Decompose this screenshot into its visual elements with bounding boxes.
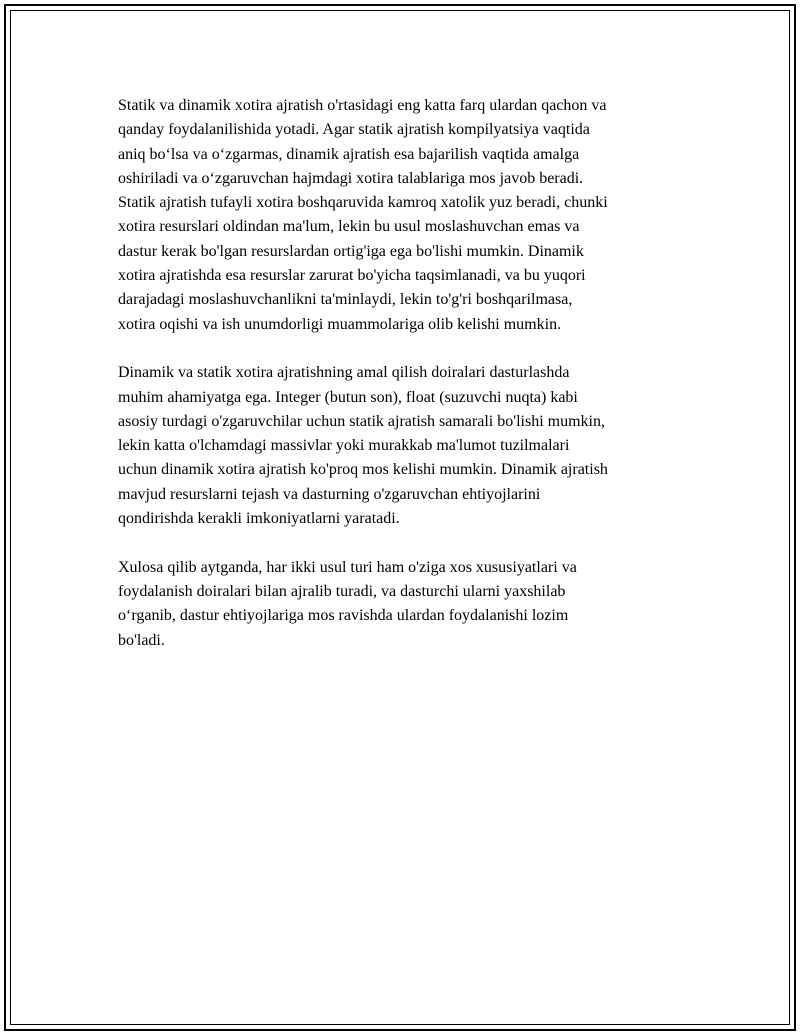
text-line: Statik va dinamik xotira ajratish o'rtasidagi eng katta farq ulardan qachon va — [118, 97, 607, 114]
text-line: Xulosa qilib aytganda, har ikki usul turi ham o'ziga xos xususiyatlari va — [118, 558, 577, 576]
text-line: o‘rganib, dastur ehtiyojlariga mos ravishda ulardan foydalanishi lozim — [118, 607, 569, 625]
text-line: Statik ajratish tufayli xotira boshqaruvida kamroq xatolik yuz beradi, chunki — [118, 194, 608, 212]
text-line: qanday foydalanilishida yotadi. Agar statik ajratish kompilyatsiya vaqtida — [118, 121, 590, 139]
text-line: oshiriladi va o‘zgaruvchan hajmdagi xotira talablariga mos javob beradi. — [118, 169, 584, 187]
paragraph-3 — [118, 556, 693, 653]
text-line: xotira resurslari oldindan ma'lum, lekin bu usul moslashuvchan emas va — [118, 218, 580, 236]
text-line: asosiy turdagi o'zgaruvchilar uchun statik ajratish samarali bo'lishi mumkin, — [118, 412, 605, 430]
text-line: uchun dinamik xotira ajratish ko'proq mos kelishi mumkin. Dinamik ajratish — [118, 461, 608, 479]
text-line: bo'ladi. — [118, 631, 165, 649]
document-body — [118, 94, 693, 677]
text-line: darajadagi moslashuvchanlikni ta'minlaydi, lekin to'g'ri boshqarilmasa, — [118, 291, 573, 309]
text-line: lekin katta o'lchamdagi massivlar yoki murakkab ma'lumot tuzilmalari — [118, 437, 570, 455]
text-line: mavjud resurslarni tejash va dasturning o'zgaruvchan ehtiyojlarini — [118, 485, 541, 503]
text-line: muhim ahamiyatga ega. Integer (butun son), float (suzuvchi nuqta) kabi — [118, 388, 578, 406]
text-line: xotira ajratishda esa resurslar zarurat bo'yicha taqsimlanadi, va bu yuqori — [118, 267, 586, 285]
text-line: dastur kerak bo'lgan resurslardan ortig'iga ega bo'lishi mumkin. Dinamik — [118, 242, 584, 260]
text-line: xotira oqishi va ish unumdorligi muammolariga olib kelishi mumkin. — [118, 315, 562, 333]
text-line: foydalanish doiralari bilan ajralib turadi, va dasturchi ularni yaxshilab — [118, 582, 566, 600]
paragraph-1 — [118, 94, 693, 337]
paragraph-2 — [118, 361, 693, 531]
text-line: qondirishda kerakli imkoniyatlarni yaratadi. — [118, 510, 400, 528]
text-line: Dinamik va statik xotira ajratishning amal qilish doiralari dasturlashda — [118, 364, 570, 382]
text-line: aniq bo‘lsa va o‘zgarmas, dinamik ajratish esa bajarilish vaqtida amalga — [118, 145, 580, 163]
